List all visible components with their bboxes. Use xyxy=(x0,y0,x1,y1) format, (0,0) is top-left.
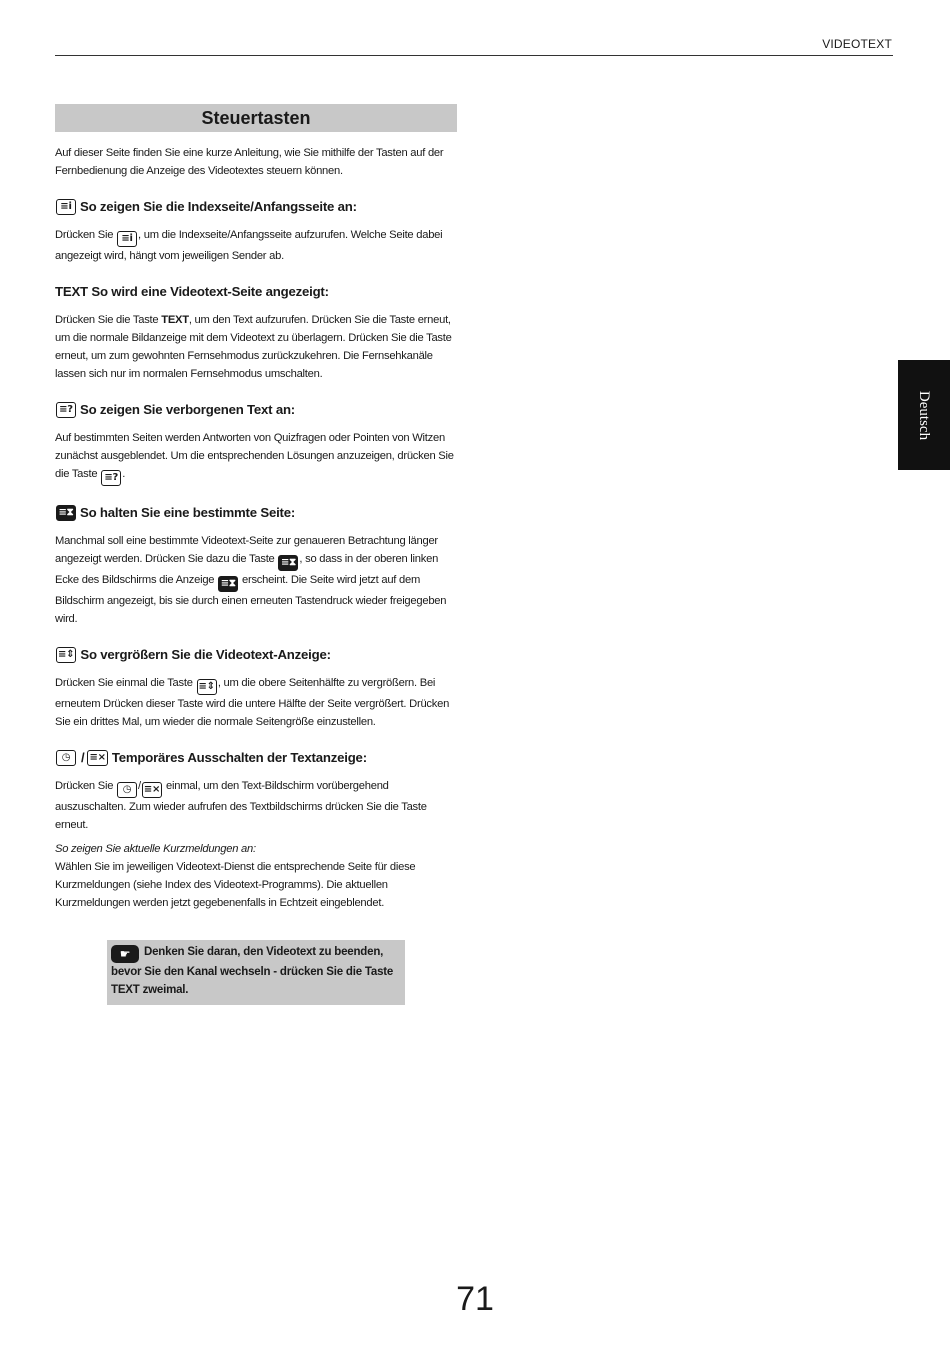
news-subheading: So zeigen Sie aktuelle Kurzmeldungen an: xyxy=(55,843,256,855)
size-key-icon: ≡⇕ xyxy=(197,679,217,695)
index-heading xyxy=(55,198,457,216)
note-text: Denken Sie daran, den Videotext zu beenden, bevor Sie den Kanal wechseln - drücken Sie die Taste TEXT zweimal. xyxy=(111,946,394,996)
hold-paragraph xyxy=(55,532,457,628)
news-paragraph: Wählen Sie im jeweiligen Videotext-Dienst die entsprechende Seite für diese Kurzmeldungen (siehe Index des Videotext-Programms). Die aktuellen Kurzmeldungen werden jetzt gegebenenfalls in Echtzeit eingeblendet. xyxy=(55,861,416,909)
text-heading-text: TEXT So wird eine Videotext-Seite angezeigt: xyxy=(55,284,329,299)
pointing-hand-icon: ☛ xyxy=(111,945,139,963)
hold-indicator-icon: ≡⧗ xyxy=(218,576,238,592)
text-key-name: TEXT xyxy=(161,314,189,326)
slash-separator: / xyxy=(138,780,141,792)
slash-separator: / xyxy=(81,750,85,765)
index-text-after: , um die Indexseite/Anfangsseite aufzurufen. Welche Seite dabei angezeigt wird, hängt vom jeweiligen Sender ab. xyxy=(55,229,443,262)
text-heading xyxy=(55,283,457,301)
cancel-paragraph xyxy=(55,777,457,834)
size-paragraph xyxy=(55,674,457,731)
reveal-key-icon: ≡? xyxy=(101,470,121,486)
size-heading-text: So vergrößern Sie die Videotext-Anzeige: xyxy=(80,647,331,662)
main-column xyxy=(55,104,457,912)
hold-text-1: Manchmal soll eine bestimmte Videotext-Seite zur genaueren Betrachtung länger angezeigt werden. Drücken Sie dazu die Taste xyxy=(55,535,438,565)
text-paragraph xyxy=(55,311,457,383)
reveal-paragraph xyxy=(55,429,457,486)
reveal-text-before: Auf bestimmten Seiten werden Antworten von Quizfragen oder Pointen von Witzen zunächst ausgeblendet. Um die entsprechenden Lösungen anzuzeigen, drücken Sie die Taste xyxy=(55,432,454,480)
index-text-before: Drücken Sie xyxy=(55,229,117,241)
reveal-key-icon: ≡? xyxy=(56,402,76,418)
index-key-icon: ≡i xyxy=(117,231,137,247)
index-paragraph xyxy=(55,226,457,265)
page-number: 71 xyxy=(456,1280,494,1318)
cancel-key-icon: ≡× xyxy=(142,782,162,798)
size-text-before: Drücken Sie einmal die Taste xyxy=(55,677,196,689)
hold-heading-text: So halten Sie eine bestimmte Seite: xyxy=(80,505,296,520)
hold-text-3: erscheint. Die Seite wird jetzt auf dem Bildschirm angezeigt, bis sie durch einen erneuten Tastendruck wieder freigegeben wird. xyxy=(55,574,447,625)
timer-key-icon: ◷ xyxy=(56,750,76,766)
language-tab-label: Deutsch xyxy=(916,390,933,440)
timer-key-icon: ◷ xyxy=(117,782,137,798)
text-text-after: , um den Text aufzurufen. Drücken Sie die Taste erneut, um die normale Bildanzeige mit dem Videotext zu überlagern. Drücken Sie die Taste erneut, um zum gewohnten Fernsehmodus zurückzukehren. Die Fernsehkanäle lassen sich nur im normalen Fernsehmodus umschalten. xyxy=(55,314,452,380)
header-divider xyxy=(55,55,893,56)
language-tab xyxy=(898,360,950,470)
index-heading-text: So zeigen Sie die Indexseite/Anfangsseite an: xyxy=(80,199,357,214)
hold-key-icon: ≡⧗ xyxy=(278,555,298,571)
reveal-heading-text: So zeigen Sie verborgenen Text an: xyxy=(80,402,295,417)
cancel-text-after: einmal, um den Text-Bildschirm vorübergehend auszuschalten. Zum wieder aufrufen des Textbildschirms drücken Sie die Taste erneut. xyxy=(55,780,427,831)
cancel-text-before: Drücken Sie xyxy=(55,780,117,792)
hold-key-icon: ≡⧗ xyxy=(56,505,76,521)
cancel-heading-text: Temporäres Ausschalten der Textanzeige: xyxy=(111,750,367,765)
size-heading xyxy=(55,646,457,664)
cancel-heading xyxy=(55,749,457,767)
size-text-after: , um die obere Seitenhälfte zu vergrößern. Bei erneutem Drücken dieser Taste wird die untere Hälfte der Seite vergrößert. Drücken Sie ein drittes Mal, um wieder die normale Seitengröße einzustellen. xyxy=(55,677,450,728)
cancel-key-icon: ≡× xyxy=(87,750,107,766)
size-key-icon: ≡⇕ xyxy=(56,647,76,663)
text-text-before: Drücken Sie die Taste xyxy=(55,314,162,326)
reveal-text-after: . xyxy=(122,468,126,480)
hold-heading xyxy=(55,504,457,522)
note-box xyxy=(107,940,405,1005)
running-header: VIDEOTEXT xyxy=(822,37,892,51)
hold-text-2: , so dass in der oberen linken Ecke des Bildschirms die Anzeige xyxy=(55,553,439,586)
index-key-icon: ≡i xyxy=(56,199,76,215)
reveal-heading xyxy=(55,401,457,419)
intro-text: Auf dieser Seite finden Sie eine kurze Anleitung, wie Sie mithilfe der Tasten auf der Fernbedienung die Anzeige des Videotextes steuern können. xyxy=(55,147,444,177)
section-title: Steuertasten xyxy=(55,104,457,132)
